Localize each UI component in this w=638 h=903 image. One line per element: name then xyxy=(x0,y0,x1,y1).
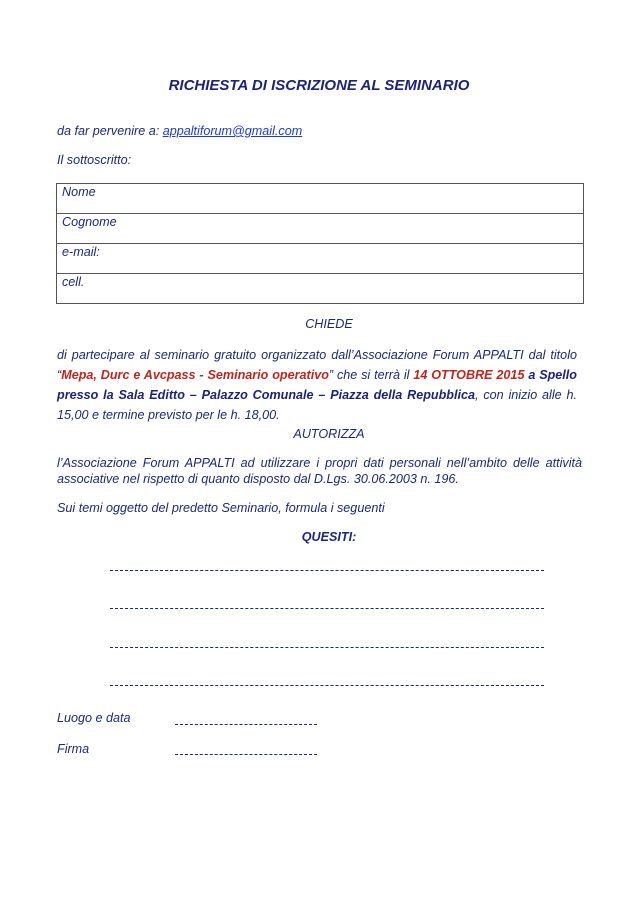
undersigned-label: Il sottoscritto: xyxy=(57,153,132,167)
firma-line[interactable] xyxy=(175,754,317,755)
send-to-prefix: da far pervenire a: xyxy=(57,124,163,138)
field-row-cognome[interactable] xyxy=(57,214,584,244)
chiede-heading: CHIEDE xyxy=(305,317,353,331)
field-row-email[interactable] xyxy=(57,244,584,274)
question-line-1[interactable] xyxy=(110,570,544,571)
question-line-4[interactable] xyxy=(110,685,544,686)
field-row-cell[interactable] xyxy=(57,274,584,304)
request-text-1: di partecipare al seminario gratuito organizzato dall’Associazione Forum APPALTI dal titolo “ xyxy=(57,348,577,382)
field-row-nome[interactable] xyxy=(57,184,584,214)
request-text-3: , con inizio alle h. 15,00 e termine previsto per le h. 18,00. xyxy=(57,388,577,422)
authorization-paragraph: l’Associazione Forum APPALTI ad utilizzare i propri dati personali nell’ambito delle attività associative nel rispetto di quanto disposto dal D.Lgs. 30.06.2003 n. 196. xyxy=(57,456,582,486)
topics-intro: Sui temi oggetto del predetto Seminario, formula i seguenti xyxy=(57,501,385,515)
form-title: RICHIESTA DI ISCRIZIONE AL SEMINARIO xyxy=(168,77,470,94)
field-label-email[interactable]: e-mail: xyxy=(57,244,584,274)
autorizza-heading: AUTORIZZA xyxy=(293,427,365,441)
field-label-cognome[interactable]: Cognome xyxy=(57,214,584,244)
request-text-2: ” che si terrà il xyxy=(328,368,414,382)
luogo-data-line[interactable] xyxy=(175,724,317,725)
seminar-date: 14 OTTOBRE 2015 xyxy=(413,368,525,382)
field-label-nome[interactable]: Nome xyxy=(57,184,584,214)
request-paragraph xyxy=(57,345,577,425)
quesiti-heading: QUESITI: xyxy=(301,530,357,544)
field-label-cell[interactable]: cell. xyxy=(57,274,584,304)
seminar-title: Mepa, Durc e Avcpass - Seminario operativo xyxy=(61,368,329,382)
personal-data-table xyxy=(56,183,584,304)
question-line-2[interactable] xyxy=(110,608,544,609)
question-line-3[interactable] xyxy=(110,647,544,648)
luogo-data-label: Luogo e data xyxy=(57,711,131,725)
seminar-location: a Spello presso la Sala Editto – Palazzo Comunale – Piazza della Repubblica xyxy=(57,368,577,402)
firma-label: Firma xyxy=(57,742,90,756)
email-link[interactable]: appaltiforum@gmail.com xyxy=(162,124,303,138)
send-to-line xyxy=(57,124,302,138)
